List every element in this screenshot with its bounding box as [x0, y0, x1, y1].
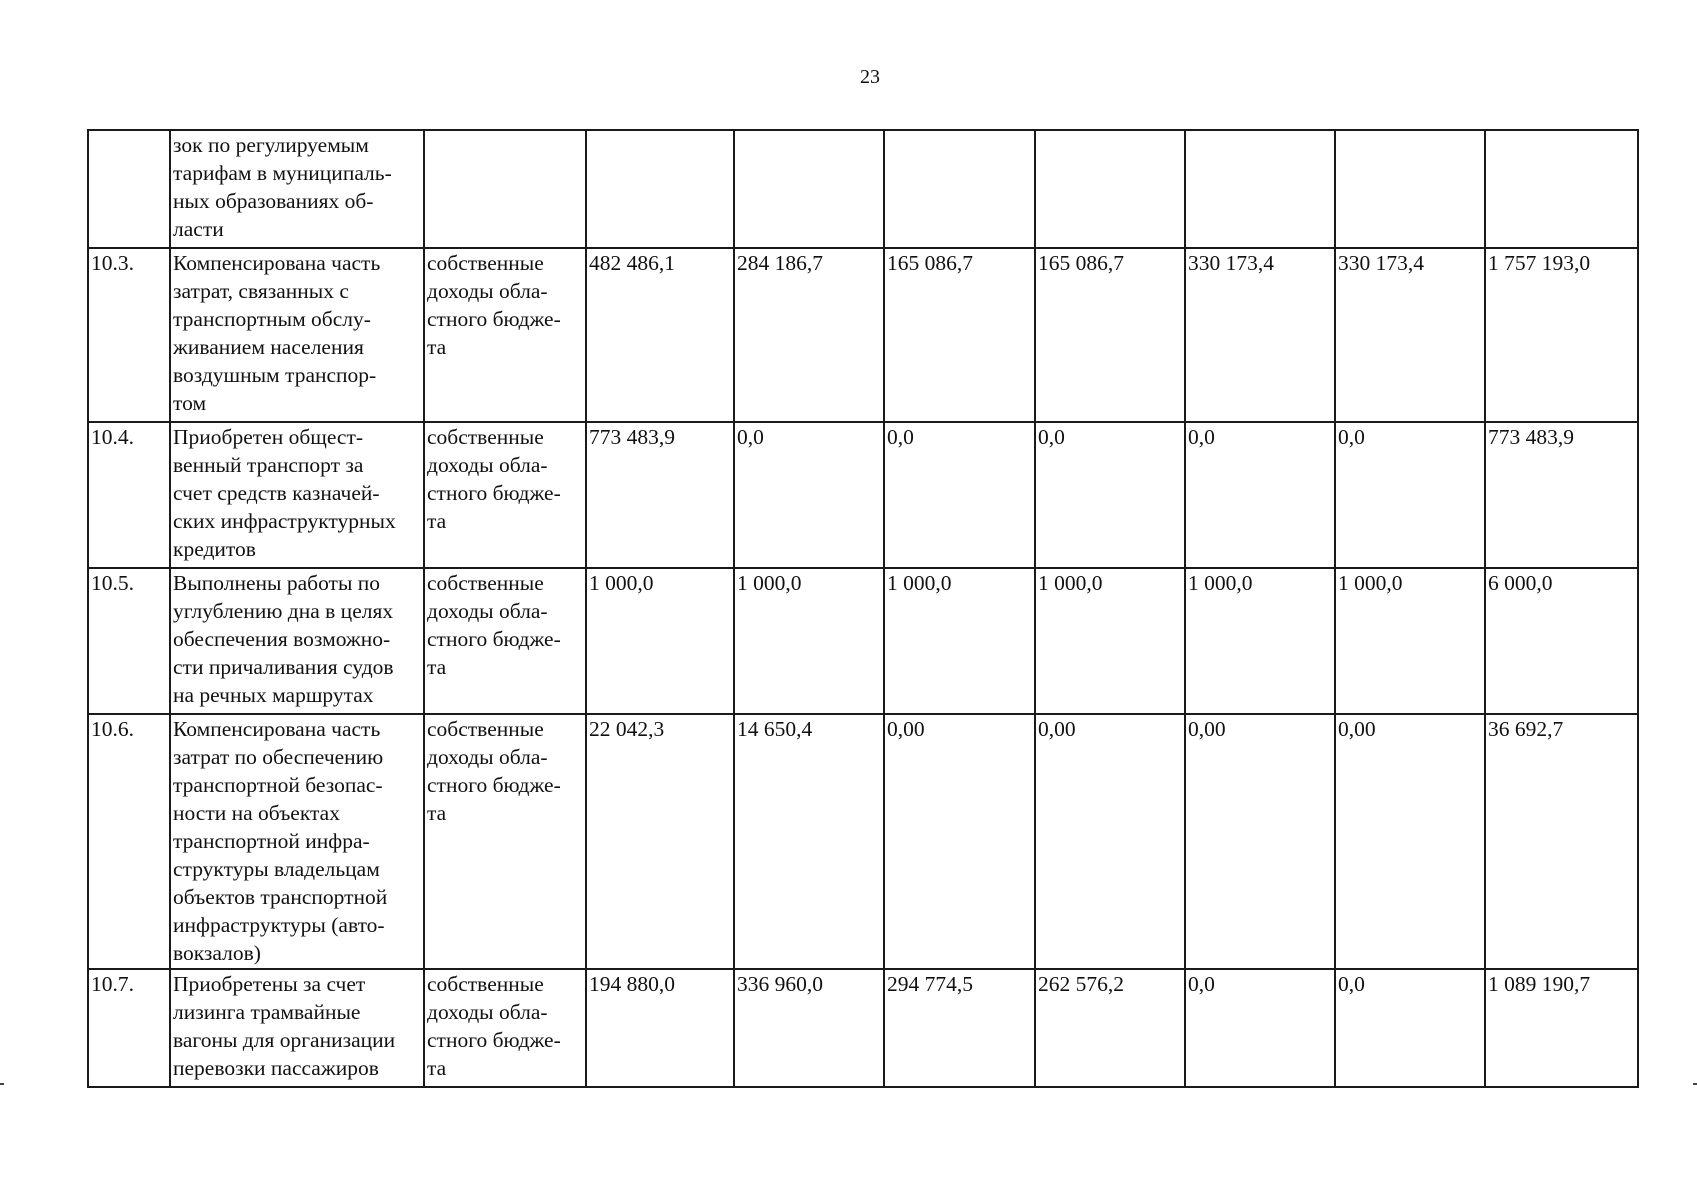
- amount-cell: [884, 130, 1035, 248]
- description-cell: Приобретен общест- венный транспорт за счет средств казначей- ских инфраструктурных кредитов: [170, 422, 424, 568]
- funding-source-cell: собственные доходы обла- стного бюдже- та: [424, 422, 586, 568]
- page-number: 23: [860, 66, 880, 88]
- amount-cell: 0,0: [734, 422, 884, 568]
- description-cell: Компенсирована часть затрат, связанных с транспортным обслу- живанием населения воздушным транспор- том: [170, 248, 424, 422]
- amount-cell: 773 483,9: [586, 422, 734, 568]
- amount-cell: 194 880,0: [586, 969, 734, 1087]
- table-row: [88, 568, 1638, 714]
- amount-cell: 1 000,0: [734, 568, 884, 714]
- amount-cell: 294 774,5: [884, 969, 1035, 1087]
- amount-cell: 22 042,3: [586, 714, 734, 969]
- funding-source-cell: собственные доходы обла- стного бюдже- та: [424, 714, 586, 969]
- description-cell: Приобретены за счет лизинга трамвайные вагоны для организации перевозки пассажиров: [170, 969, 424, 1087]
- amount-cell: 0,00: [1035, 714, 1185, 969]
- funding-source-cell: собственные доходы обла- стного бюдже- та: [424, 248, 586, 422]
- amount-cell: 0,00: [1185, 714, 1335, 969]
- row-number-cell: 10.7.: [88, 969, 170, 1087]
- amount-cell: 336 960,0: [734, 969, 884, 1087]
- table-row: [88, 130, 1638, 248]
- amount-cell: 330 173,4: [1335, 248, 1485, 422]
- row-number-cell: 10.6.: [88, 714, 170, 969]
- amount-cell: [734, 130, 884, 248]
- amount-cell: 1 000,0: [1035, 568, 1185, 714]
- amount-cell: 1 000,0: [1185, 568, 1335, 714]
- amount-cell: 284 186,7: [734, 248, 884, 422]
- table-row: [88, 969, 1638, 1087]
- amount-cell: [1035, 130, 1185, 248]
- amount-cell: [586, 130, 734, 248]
- description-cell: Выполнены работы по углублению дна в целях обеспечения возможно- сти причаливания судов на речных маршрутах: [170, 568, 424, 714]
- right-scan-mark: [1693, 1083, 1697, 1085]
- amount-cell: 0,00: [884, 714, 1035, 969]
- amount-cell: 14 650,4: [734, 714, 884, 969]
- total-cell: [1485, 130, 1638, 248]
- amount-cell: 1 000,0: [1335, 568, 1485, 714]
- budget-table: [87, 129, 1639, 1088]
- amount-cell: 482 486,1: [586, 248, 734, 422]
- amount-cell: 0,00: [1335, 714, 1485, 969]
- amount-cell: 0,0: [1335, 422, 1485, 568]
- amount-cell: 165 086,7: [1035, 248, 1185, 422]
- description-cell: Компенсирована часть затрат по обеспечению транспортной безопас- ности на объектах транспортной инфра- структуры владельцам объектов транспортной инфраструктуры (авто- вокзалов): [170, 714, 424, 969]
- row-number-cell: 10.4.: [88, 422, 170, 568]
- left-scan-mark: [0, 1083, 4, 1085]
- total-cell: 6 000,0: [1485, 568, 1638, 714]
- amount-cell: 0,0: [1185, 422, 1335, 568]
- description-cell: зок по регулируемым тарифам в муниципаль- ных образованиях об- ласти: [170, 130, 424, 248]
- funding-source-cell: собственные доходы обла- стного бюдже- та: [424, 568, 586, 714]
- row-number-cell: 10.5.: [88, 568, 170, 714]
- amount-cell: 0,0: [1185, 969, 1335, 1087]
- total-cell: 36 692,7: [1485, 714, 1638, 969]
- amount-cell: 0,0: [1335, 969, 1485, 1087]
- table-row: [88, 248, 1638, 422]
- amount-cell: 0,0: [1035, 422, 1185, 568]
- table-row: [88, 714, 1638, 969]
- total-cell: 773 483,9: [1485, 422, 1638, 568]
- amount-cell: 165 086,7: [884, 248, 1035, 422]
- table-row: [88, 422, 1638, 568]
- amount-cell: 0,0: [884, 422, 1035, 568]
- amount-cell: 330 173,4: [1185, 248, 1335, 422]
- funding-source-cell: [424, 130, 586, 248]
- amount-cell: 262 576,2: [1035, 969, 1185, 1087]
- total-cell: 1 089 190,7: [1485, 969, 1638, 1087]
- amount-cell: [1335, 130, 1485, 248]
- total-cell: 1 757 193,0: [1485, 248, 1638, 422]
- amount-cell: 1 000,0: [586, 568, 734, 714]
- funding-source-cell: собственные доходы обла- стного бюдже- та: [424, 969, 586, 1087]
- row-number-cell: 10.3.: [88, 248, 170, 422]
- amount-cell: 1 000,0: [884, 568, 1035, 714]
- amount-cell: [1185, 130, 1335, 248]
- row-number-cell: [88, 130, 170, 248]
